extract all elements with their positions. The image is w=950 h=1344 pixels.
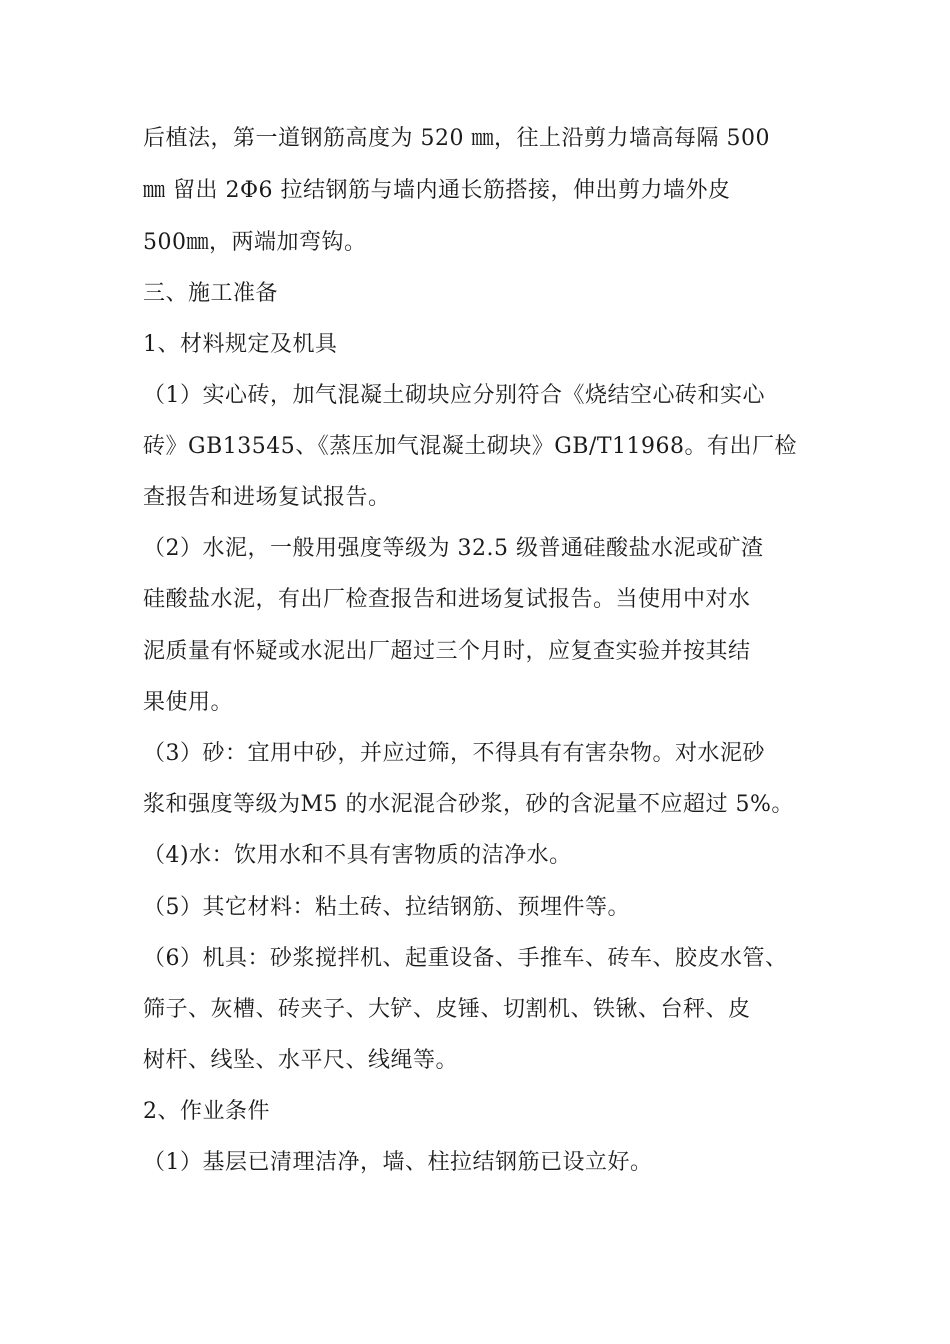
text-line: （2）水泥，一般用强度等级为 32.5 级普通硅酸盐水泥或矿渣: [143, 536, 764, 561]
subsection-heading: 1、材料规定及机具: [143, 332, 338, 357]
subsection-heading: 2、作业条件: [143, 1099, 270, 1124]
text-line: 硅酸盐水泥，有出厂检查报告和进场复试报告。当使用中对水: [143, 587, 751, 612]
text-line: 砖》GB13545、《蒸压加气混凝土砌块》GB/T11968。有出厂检: [143, 434, 798, 459]
text-line: 树杆、线坠、水平尺、线绳等。: [143, 1048, 459, 1073]
text-line: 筛子、灰槽、砖夹子、大铲、皮锤、切割机、铁锹、台秤、皮: [143, 997, 751, 1022]
text-line: ㎜ 留出 2Φ6 拉结钢筋与墙内通长筋搭接，伸出剪力墙外皮: [143, 178, 731, 203]
text-line: 泥质量有怀疑或水泥出厂超过三个月时，应复查实验并按其结: [143, 639, 751, 664]
text-line: 后植法，第一道钢筋高度为 520 ㎜，往上沿剪力墙高每隔 500: [143, 126, 770, 151]
text-line: 浆和强度等级为M5 的水泥混合砂浆，砂的含泥量不应超过 5%。: [143, 792, 794, 817]
section-heading: 三、施工准备: [143, 281, 279, 306]
text-line: 500㎜，两端加弯钩。: [143, 230, 367, 255]
text-line: （5）其它材料：粘土砖、拉结钢筋、预埋件等。: [143, 895, 630, 920]
text-line: （1）实心砖，加气混凝土砌块应分别符合《烧结空心砖和实心: [143, 383, 765, 408]
text-line: （1）基层已清理洁净，墙、柱拉结钢筋已设立好。: [143, 1150, 653, 1175]
text-line: （6）机具：砂浆搅拌机、起重设备、手推车、砖车、胶皮水管、: [143, 946, 788, 971]
text-line: 查报告和进场复试报告。: [143, 485, 391, 510]
text-line: 果使用。: [143, 690, 234, 715]
text-line: （3）砂：宜用中砂，并应过筛，不得具有有害杂物。对水泥砂: [143, 741, 765, 766]
text-line: （4)水：饮用水和不具有害物质的洁净水。: [143, 843, 572, 868]
